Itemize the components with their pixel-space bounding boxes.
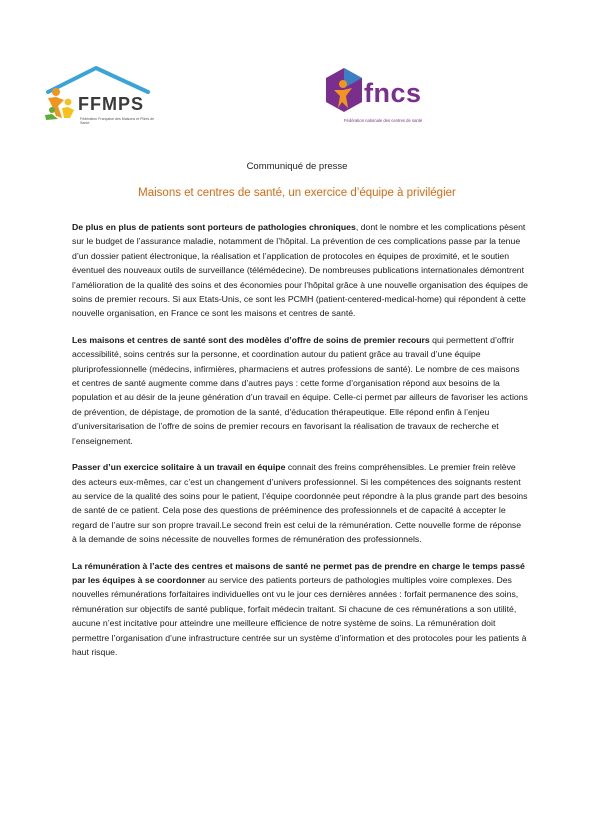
fncs-logo [322,66,452,128]
ffmps-logo [40,62,160,134]
paragraph-lead: Les maisons et centres de santé sont des modèles d’offre de soins de premier recours [72,334,430,345]
paragraph-text: qui permettent d’offrir accessibilité, soins centrés sur la personne, et coordination autour du patient grâce au travail d’une équipe pluriprofessionnelle (médecins, infirmières, pharmaciens et autres professions de santé). Le nombre de ces maisons et centres de santé augmente comme dans d’autres pays : cette forme d’organisation répond aux besoins de la population et au désir de la jeune génération d’un travail en équipe. Celle-ci permet par ailleurs de favoriser les actions de prévention, de dépistage, de promotion de la santé, d’éducation thérapeutique. Elle répond enfin à l’enjeu d’universitarisation de l’offre de soins de premier recours en favorisant la réalisation de travaux de recherche et l’enseignement. [72,334,528,446]
page-title: Maisons et centres de santé, un exercice d’équipe à privilégier [138,187,456,199]
ffmps-subtitle: Fédération Française des Maisons et Pôles de Santé [80,117,155,126]
paragraph-text: , dont le nombre et les complications pèsent sur le budget de l’assurance maladie, notamment de l’hôpital. La prévention de ces complications passe par la tenue d’un dossier patient électronique, la réalisation et l’application de protocoles en équipes de proximité, et le soutien éventuel des nouveaux outils de surveillance (télémédecine). De nombreuses publications internationales démontrent l’amélioration de la qualité des soins et des économies pour l’hôpital grâce à une nouvelle organisation des équipes de soins de premier recours. Si aux Etats-Unis, ce sont les PCMH (patient-centered-medical-home) qui répondent à cette nouvelle organisation, en France ce sont les maisons et centres de santé. [72,222,528,319]
paragraph [72,220,528,321]
document-type-label: Communiqué de presse [246,161,348,172]
paragraph-text: connait des freins compréhensibles. Le premier frein relève des acteurs eux-mêmes, car c’est un changement d’univers professionnel. Si les compétences des soignants restent au service de la qualité des soins pour le patient, l’équipe coordonnée peut répondre à la plus grande part des besoins de santé de ce patient. Cela pose des questions de prééminence des professionnels et de capacité à accepter le regard de l’autre sur son propre travail.Le second frein est celui de la rémunération. Cette nouvelle forme de réponse à la demande de soins nécessite de nouvelles formes de rémunération des professionnels. [72,462,528,545]
paragraph-lead: De plus en plus de patients sont porteurs de pathologies chroniques [72,222,356,232]
paragraph-lead: Passer d’un exercice solitaire à un travail en équipe [72,462,286,473]
ffmps-wordmark: FFMPS [78,94,144,114]
document-body [72,220,528,671]
fncs-hexagon-icon [322,66,366,118]
paragraph [72,559,528,660]
paragraph-text: au service des patients porteurs de pathologies multiples voire complexes. Des nouvelles rémunérations forfaitaires individuelles ont vu le jour ces dernières années : forfait permanence des soins, rémunération sur objectifs de santé publique, forfait médecin traitant. Si chacune de ces rémunérations a son utilité, aucune n’est incitative pour atteindre une meilleure efficience de notre système de soins. La rémunération doit permettre l’organisation d’une infrastructure centrée sur un système d’information et des protocoles pour les patients à haut risque. [72,574,527,657]
fncs-wordmark: fncs [364,78,422,108]
paragraph [72,460,528,546]
fncs-subtitle: Fédération nationale des centres de santé [344,118,423,123]
paragraph [72,333,528,448]
paragraph-lead: La rémunération à l’acte des centres et maisons de santé ne permet pas de prendre en charge le temps passé par les équipes à se coordonner [72,560,525,585]
